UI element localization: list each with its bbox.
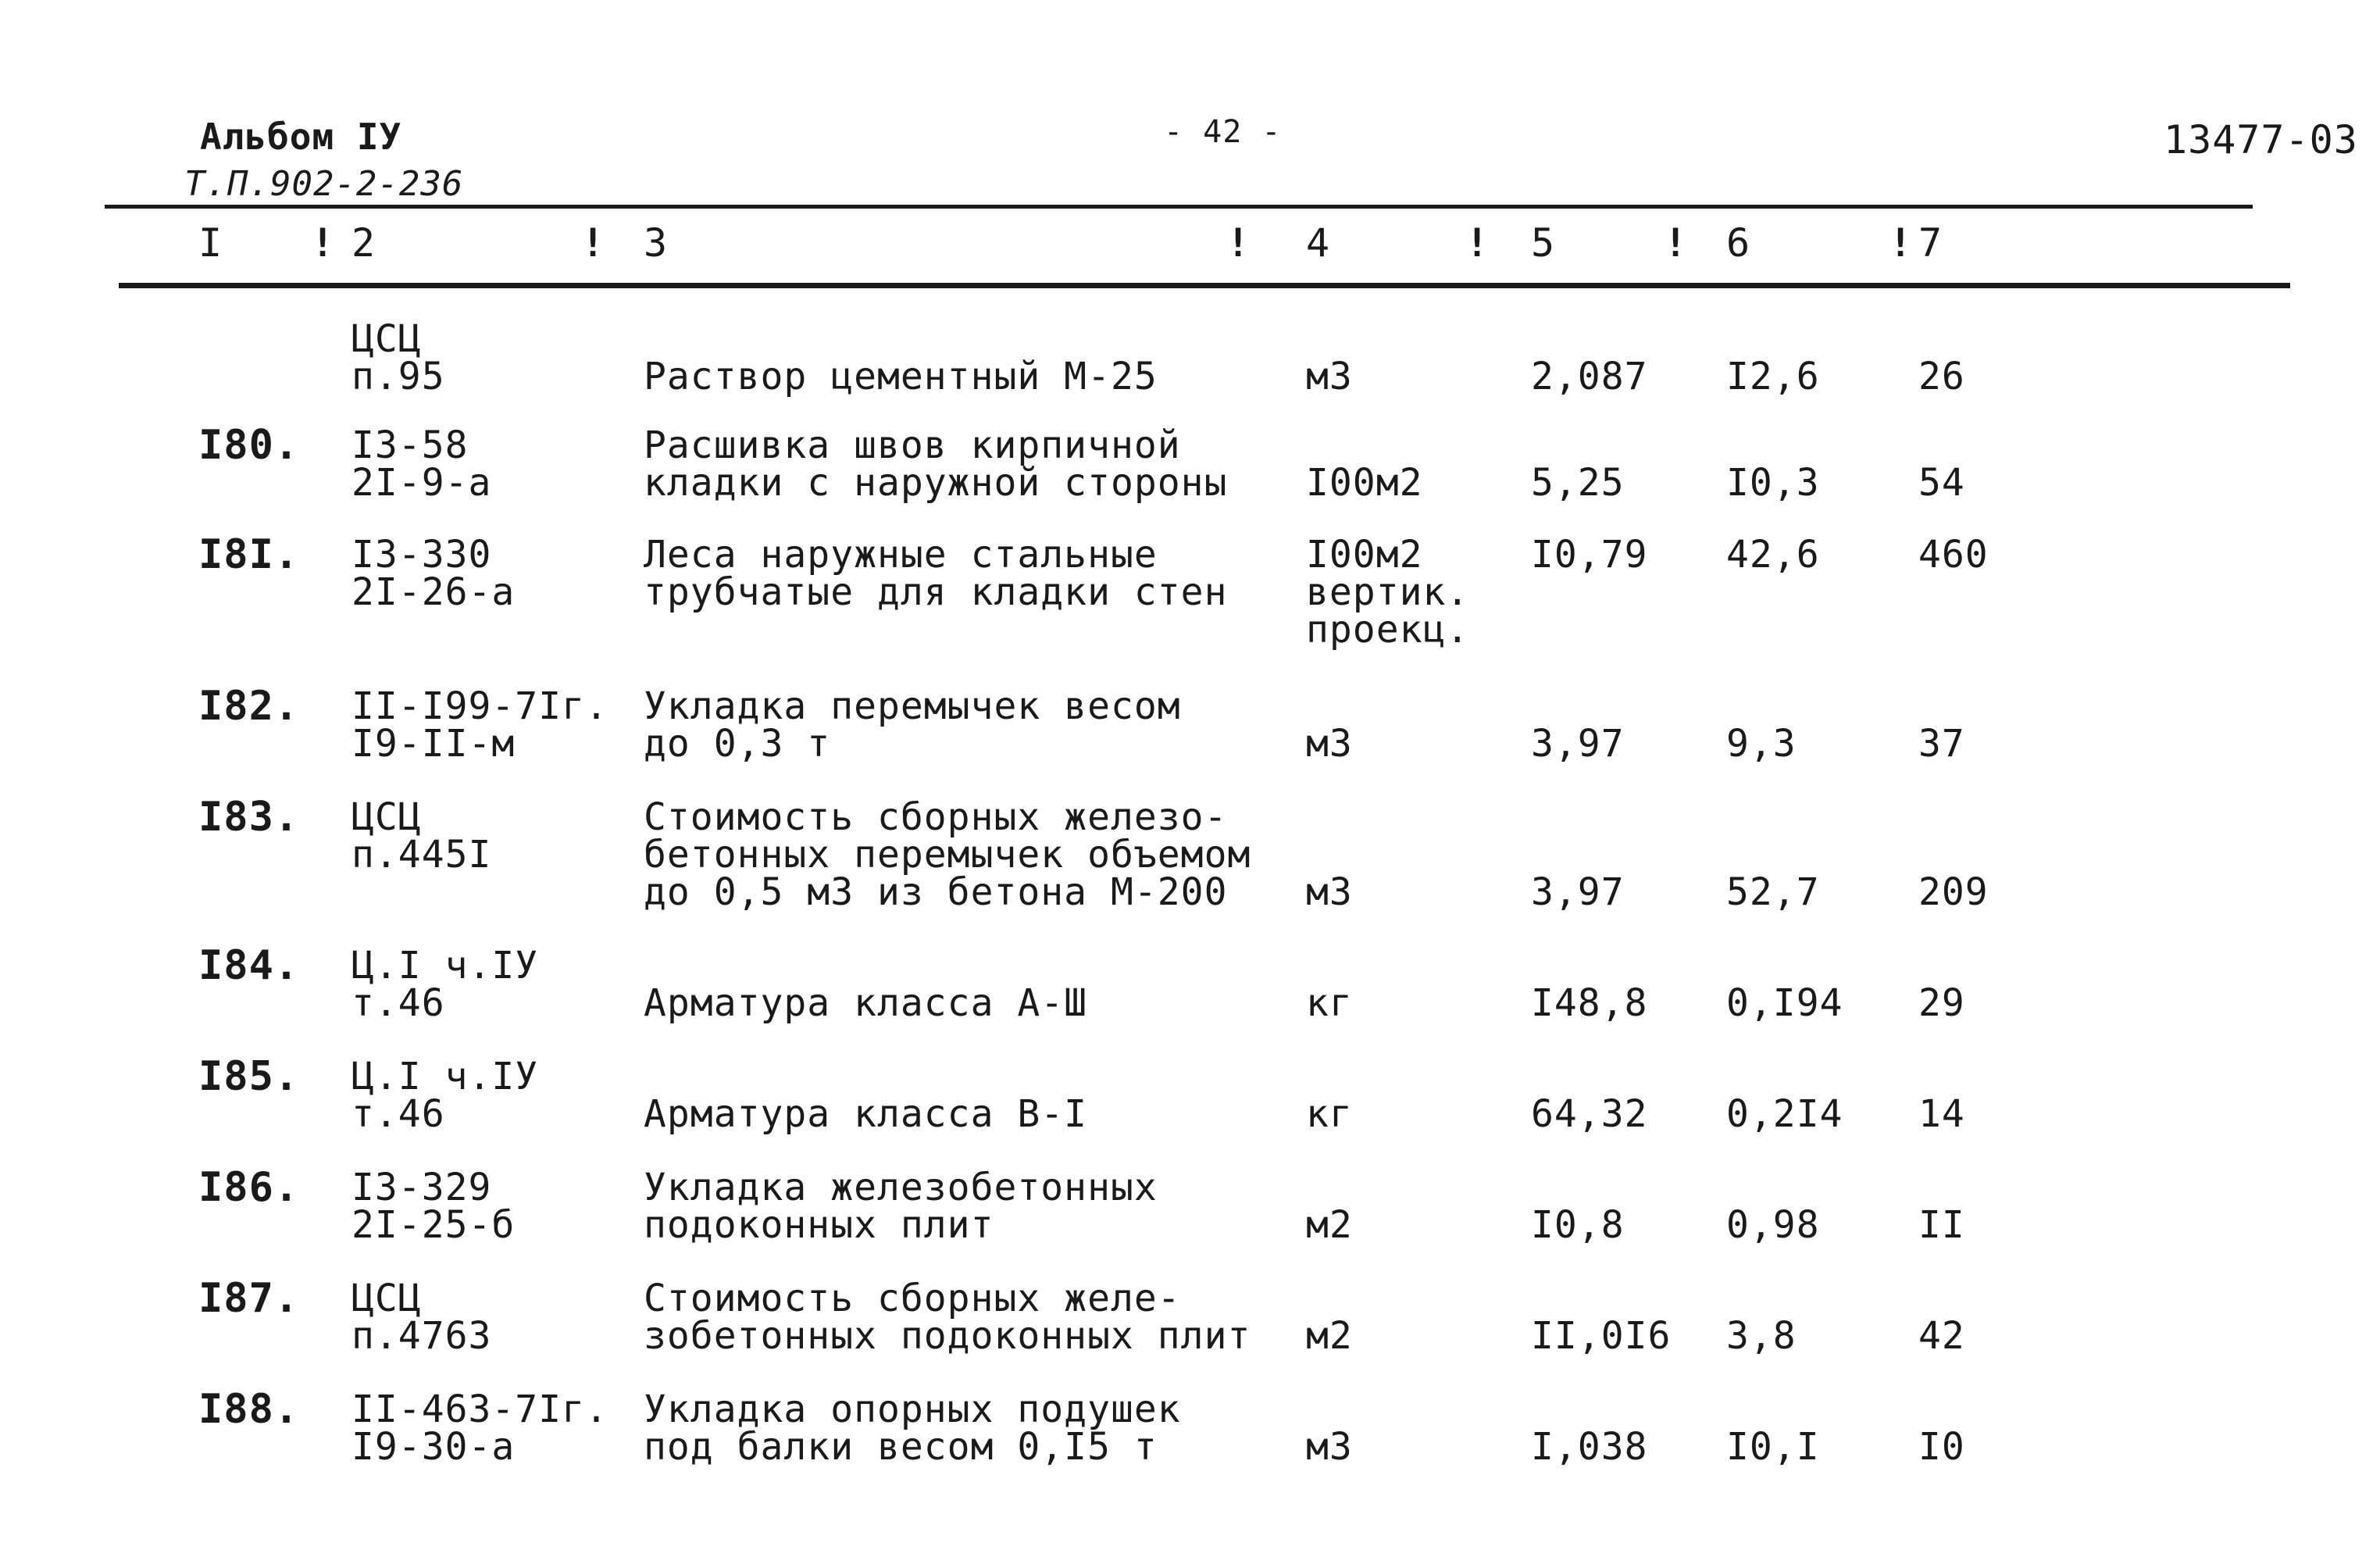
quantity: 2,087 <box>1531 355 1648 398</box>
page-number: - 42 - <box>1164 114 1282 150</box>
row-number: I8I. <box>198 531 300 578</box>
row-number: I80. <box>198 422 300 469</box>
column-header-4: 4 <box>1306 220 1330 266</box>
unit: м2 <box>1306 1203 1353 1247</box>
unit-price: 9,3 <box>1726 722 1797 766</box>
work-name: Укладка перемычек весом до 0,3 т <box>644 684 1181 766</box>
unit: кг <box>1306 1092 1353 1136</box>
unit: м2 <box>1306 1314 1353 1358</box>
unit-price: I0,I <box>1726 1425 1820 1469</box>
column-header-5: 5 <box>1531 220 1555 266</box>
row-number: I82. <box>198 683 300 730</box>
header-rule <box>105 205 2253 209</box>
column-header-6: 6 <box>1726 220 1750 266</box>
unit: м3 <box>1306 870 1353 914</box>
quantity: 3,97 <box>1531 870 1625 914</box>
norm-code: II-I99-7Iг. I9-II-м <box>351 684 608 766</box>
quantity: 3,97 <box>1531 722 1625 766</box>
unit-price: 42,6 <box>1726 533 1820 577</box>
table-header-rule <box>119 283 2290 288</box>
album-label: Альбом IУ <box>200 116 402 158</box>
norm-code: ЦСЦ п.445I <box>351 795 492 877</box>
quantity: II,0I6 <box>1531 1314 1672 1358</box>
total-cost: 42 <box>1918 1314 1965 1358</box>
total-cost: 29 <box>1918 981 1965 1025</box>
total-cost: 26 <box>1918 355 1965 398</box>
row-number: I85. <box>198 1053 300 1100</box>
total-cost: 14 <box>1918 1092 1965 1136</box>
column-separator: ! <box>1226 220 1251 266</box>
work-name: Арматура класса А-Ш <box>644 981 1088 1025</box>
norm-code: I3-329 2I-25-б <box>351 1166 516 1247</box>
document-code: 13477-03 <box>2164 117 2358 162</box>
unit-price: I2,6 <box>1726 355 1820 398</box>
quantity: I48,8 <box>1531 981 1648 1025</box>
work-name: Стоимость сборных желе- зобетонных подоконных плит <box>644 1277 1251 1358</box>
unit: м3 <box>1306 355 1353 398</box>
unit: I00м2 вертик. проекц. <box>1306 533 1470 652</box>
total-cost: 37 <box>1918 722 1965 766</box>
row-number: I84. <box>198 942 300 989</box>
column-header-3: 3 <box>644 220 668 266</box>
work-name: Стоимость сборных железо- бетонных перемычек объемом до 0,5 м3 из бетона М-200 <box>644 795 1251 914</box>
unit: м3 <box>1306 722 1353 766</box>
row-number: I88. <box>198 1386 300 1433</box>
total-cost: 460 <box>1918 533 1989 577</box>
unit-price: 52,7 <box>1726 870 1820 914</box>
total-cost: II <box>1918 1203 1965 1247</box>
column-separator: ! <box>581 220 605 266</box>
row-number: I86. <box>198 1164 300 1211</box>
unit-price: 0,2I4 <box>1726 1092 1843 1136</box>
unit-price: I0,3 <box>1726 461 1820 505</box>
quantity: 64,32 <box>1531 1092 1648 1136</box>
norm-code: II-463-7Iг. I9-30-а <box>351 1388 608 1469</box>
work-name: Укладка опорных подушек под балки весом 0,I5 т <box>644 1388 1181 1469</box>
column-separator: ! <box>1465 220 1490 266</box>
norm-code: I3-58 2I-9-а <box>351 423 492 505</box>
row-number: I87. <box>198 1275 300 1322</box>
quantity: I0,79 <box>1531 533 1648 577</box>
column-separator: ! <box>1664 220 1688 266</box>
unit-price: 3,8 <box>1726 1314 1797 1358</box>
total-cost: 209 <box>1918 870 1989 914</box>
unit: кг <box>1306 981 1353 1025</box>
total-cost: 54 <box>1918 461 1965 505</box>
row-number: I83. <box>198 794 300 841</box>
work-name: Леса наружные стальные трубчатые для кладки стен <box>644 533 1228 614</box>
quantity: I0,8 <box>1531 1203 1625 1247</box>
column-header-7: 7 <box>1918 220 1943 266</box>
norm-code: ЦСЦ п.95 <box>351 317 445 398</box>
work-name: Арматура класса В-I <box>644 1092 1088 1136</box>
unit: м3 <box>1306 1425 1353 1469</box>
column-header-2: 2 <box>351 220 376 266</box>
unit-price: 0,I94 <box>1726 981 1843 1025</box>
work-name: Расшивка швов кирпичной кладки с наружной стороны <box>644 423 1228 505</box>
project-number: Т.П.902-2-236 <box>184 164 464 204</box>
column-header-1: I <box>198 220 223 266</box>
quantity: 5,25 <box>1531 461 1625 505</box>
norm-code: I3-330 2I-26-а <box>351 533 516 614</box>
column-separator: ! <box>1889 220 1913 266</box>
norm-code: Ц.I ч.IУ т.46 <box>351 1055 539 1136</box>
work-name: Раствор цементный М-25 <box>644 355 1158 398</box>
unit-price: 0,98 <box>1726 1203 1820 1247</box>
quantity: I,038 <box>1531 1425 1648 1469</box>
column-separator: ! <box>311 220 335 266</box>
norm-code: ЦСЦ п.4763 <box>351 1277 492 1358</box>
norm-code: Ц.I ч.IУ т.46 <box>351 944 539 1025</box>
total-cost: I0 <box>1918 1425 1965 1469</box>
unit: I00м2 <box>1306 461 1423 505</box>
work-name: Укладка железобетонных подоконных плит <box>644 1166 1158 1247</box>
